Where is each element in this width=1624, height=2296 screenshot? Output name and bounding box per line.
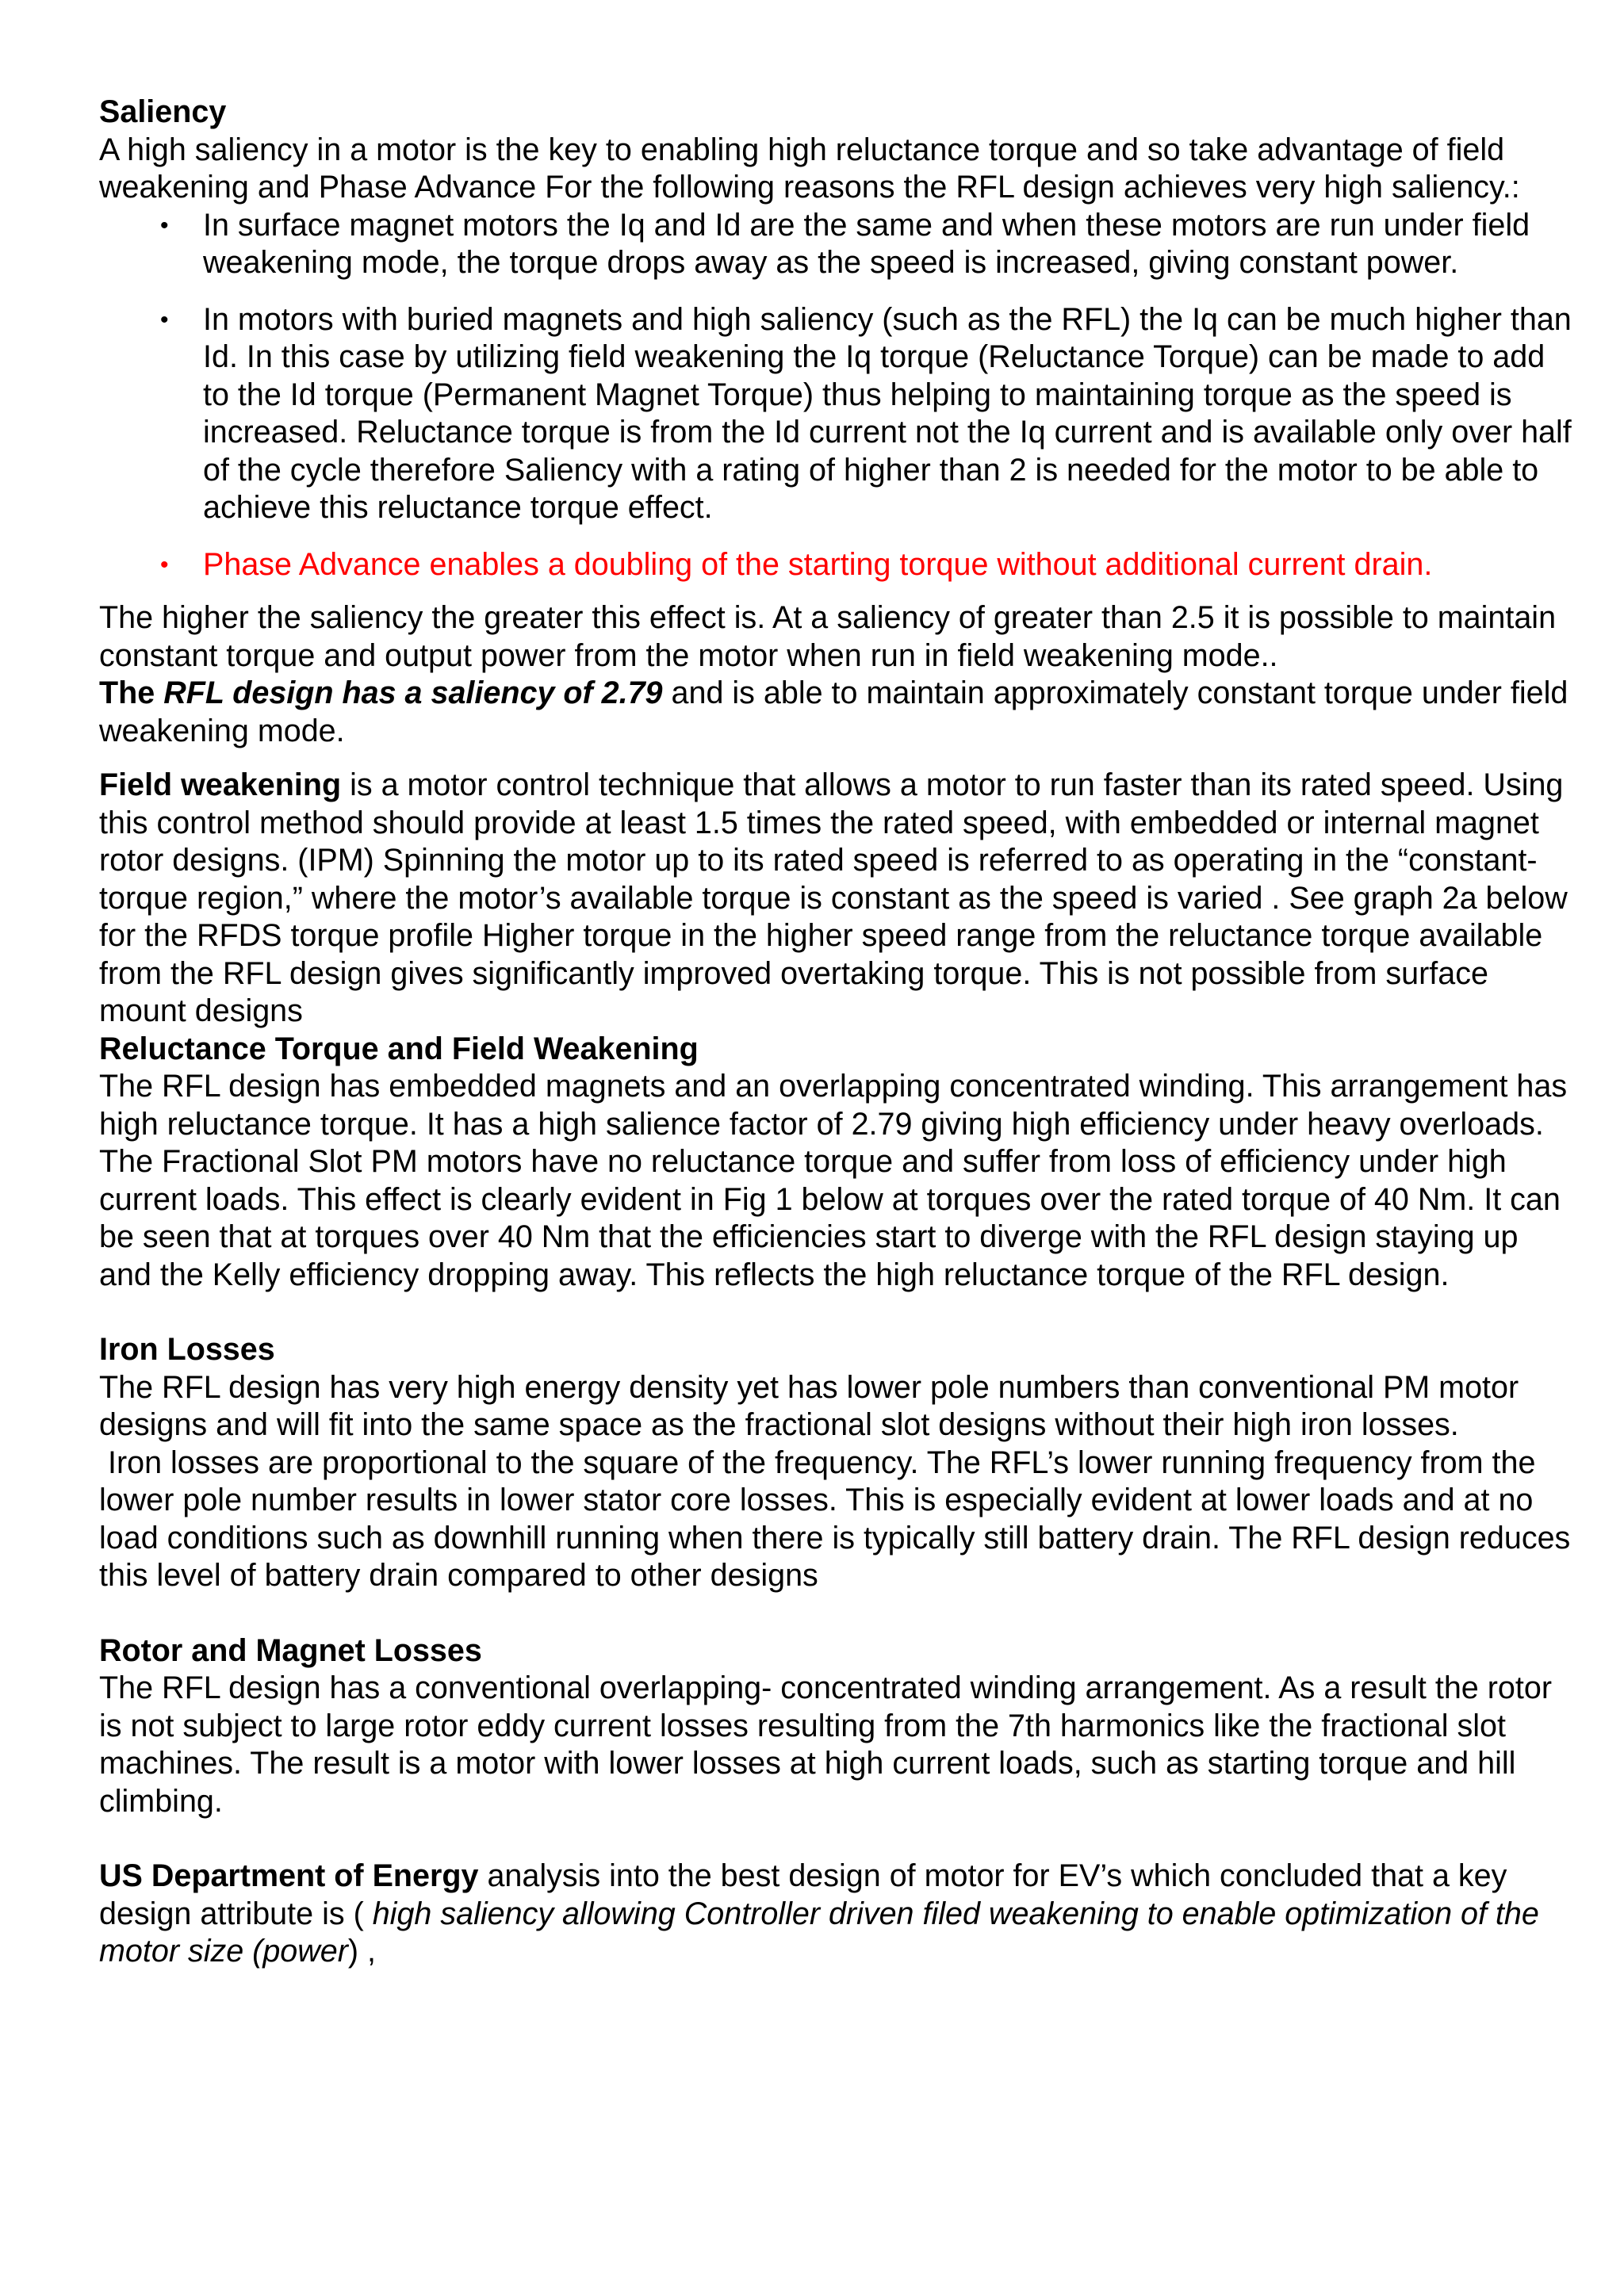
field-weakening-text: is a motor control technique that allows a motor to run faster than its rated speed. Using this control method should provide at least 1.5 times the rated speed, with embedded or internal magnet rotor designs. (IPM) Spinning the motor up to its rated speed is referred to as operating in the “constant-torque region,” where the motor’s available torque is constant as the speed is varied . See graph 2a below for the RFDS torque profile Higher torque in the higher speed range from the reluctance torque available from the RFL design gives significantly improved overtaking torque. This is not possible from surface mount designs: [99, 767, 1568, 1028]
saliency-effect-text: The higher the saliency the greater this effect is. At a saliency of greater than 2.5 it is possible to maintain constant torque and output power from the motor when run in field weakening mode..: [99, 600, 1557, 673]
bullet-icon: •: [160, 212, 169, 239]
iron-losses-heading: Iron Losses: [99, 1332, 275, 1367]
bullet-icon: •: [160, 551, 169, 578]
rotor-losses-heading: Rotor and Magnet Losses: [99, 1632, 482, 1668]
bullet-icon: •: [160, 306, 169, 333]
iron-losses-text-1: The RFL design has very high energy density yet has lower pole numbers than conventional PM motor designs and will fit into the same space as the fractional slot designs without their high iron losses.: [99, 1369, 1519, 1442]
iron-losses-text-2: Iron losses are proportional to the square of the frequency. The RFL’s lower running frequency from the lower pole number results in lower stator core losses. This is especially evident at lower loads and at no load conditions such as downhill running when there is typically still battery drain. The RFL design reduces this level of battery drain compared to other designs: [99, 1445, 1571, 1593]
field-weakening-paragraph: [99, 767, 1576, 1031]
bullet-text: Phase Advance enables a doubling of the starting torque without additional current drain.: [203, 546, 1433, 582]
saliency-rest-text: and is able to maintain approximately constant torque under field weakening mode.: [99, 675, 1568, 748]
list-item: [99, 207, 1576, 282]
saliency-the-text: The: [99, 675, 164, 710]
saliency-heading: Saliency: [99, 94, 227, 129]
saliency-section: [99, 94, 1576, 750]
bullet-text: In motors with buried magnets and high saliency (such as the RFL) the Iq can be much higher than Id. In this case by utilizing field weakening the Iq torque (Reluctance Torque) can be made to add to the Id torque (Permanent Magnet Torque) thus helping to maintaining torque as the speed is increased. Reluctance torque is from the Id current not the Iq current and is available only over half of the cycle therefore Saliency with a rating of higher than 2 is needed for the motor to be able to achieve this reluctance torque effect.: [203, 301, 1572, 525]
saliency-bullet-list: [99, 207, 1576, 584]
reluctance-section: [99, 1031, 1576, 1295]
rotor-losses-section: [99, 1632, 1576, 1821]
reluctance-text: The RFL design has embedded magnets and an overlapping concentrated winding. This arrangement has high reluctance torque. It has a high salience factor of 2.79 giving high efficiency under heavy overloads. The Fractional Slot PM motors have no reluctance torque and suffer from loss of efficiency under high current loads. This effect is clearly evident in Fig 1 below at torques over the rated torque of 40 Nm. It can be seen that at torques over 40 Nm that the efficiencies start to diverge with the RFL design staying up and the Kelly efficiency dropping away. This reflects the high reluctance torque of the RFL design.: [99, 1069, 1568, 1292]
list-item-highlighted: [99, 546, 1576, 584]
doe-tail-text: ) ,: [347, 1934, 377, 1969]
doe-paragraph: [99, 1858, 1576, 1971]
doe-italic-text: high saliency allowing Controller driven filed weakening to enable optimization of the motor size (power: [99, 1896, 1539, 1969]
list-item: [99, 301, 1576, 527]
doe-text: analysis into the best design of motor for EV’s which concluded that a key design attribute is (: [99, 1858, 1507, 1931]
bullet-text: In surface magnet motors the Iq and Id are the same and when these motors are run under field weakening mode, the torque drops away as the speed is increased, giving constant power.: [203, 207, 1530, 280]
rotor-losses-text: The RFL design has a conventional overlapping- concentrated winding arrangement. As a result the rotor is not subject to large rotor eddy current losses resulting from the 7th harmonics like the fractional slot machines. The result is a motor with lower losses at high current loads, such as starting torque and hill climbing.: [99, 1670, 1552, 1819]
reluctance-heading: Reluctance Torque and Field Weakening: [99, 1031, 699, 1066]
saliency-intro: A high saliency in a motor is the key to enabling high reluctance torque and so take advantage of field weakening and Phase Advance For the following reasons the RFL design achieves very high saliency.:: [99, 132, 1520, 205]
saliency-value-text: RFL design has a saliency of 2.79: [163, 675, 663, 710]
field-weakening-term: Field weakening: [99, 767, 342, 802]
iron-losses-section: [99, 1331, 1576, 1595]
saliency-paragraph: [99, 599, 1576, 750]
doe-term: US Department of Energy: [99, 1858, 479, 1893]
